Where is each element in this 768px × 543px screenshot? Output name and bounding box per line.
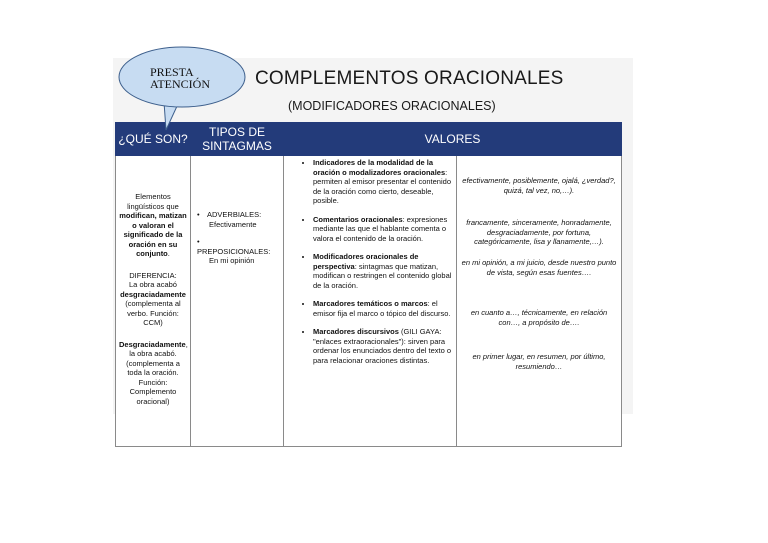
difference-example-2: Desgraciadamente, la obra acabó. (complementa a toda la oración. Función: Complemento oracional)	[119, 339, 188, 406]
header-que-son: ¿QUÉ SON?	[116, 123, 191, 156]
examples-2: francamente, sinceramente, honradamente, desgraciadamente, por fortuna, categóricamente, lisa y llanamente,…).	[466, 218, 612, 246]
presta-atencion-callout	[116, 44, 248, 136]
valores-description-cell	[284, 156, 457, 447]
document-subtitle: (MODIFICADORES ORACIONALES)	[288, 99, 496, 113]
document-title: COMPLEMENTOS ORACIONALES	[255, 68, 564, 89]
header-tipos: TIPOS DE SINTAGMAS	[191, 123, 284, 156]
table-row	[116, 156, 622, 447]
que-son-cell	[116, 156, 191, 447]
valor-item-5: • Marcadores discursivos (GILI GAYA: "enlaces extraoracionales"): sirven para ordenar los enunciados dentro del texto o para relacionar oraciones distintas.	[313, 327, 453, 365]
difference-example-1: DIFERENCIA: La obra acabó desgraciadamente (complementa al verbo. Función: CCM)	[120, 270, 186, 327]
valor-item-3: • Modificadores oracionales de perspectiva: sintagmas que matizan, modifican o restringen el contenido global de la oración.	[313, 252, 453, 290]
examples-4: en cuanto a…, técnicamente, en relación con…, a propósito de….	[470, 308, 608, 327]
callout-text: PRESTA ATENCIÓN	[150, 65, 210, 91]
examples-3: en mi opinión, a mi juicio, desde nuestro punto de vista, según esas fuentes….	[461, 258, 617, 277]
valor-item-2: • Comentarios oracionales: expresiones mediante las que el hablante comenta o valora el contenido de la oración.	[313, 215, 453, 244]
complementos-table	[115, 122, 622, 447]
header-valores: VALORES	[284, 123, 622, 156]
valor-item-1: • Indicadores de la modalidad de la oración o modalizadores oracionales: permiten al emisor presentar el contenido de la oración como cierto, deseable, posible.	[313, 158, 453, 206]
tipos-cell	[191, 156, 284, 447]
definition-text: Elementos lingüísticos que modifican, matizan o valoran el significado de la oración en su conjunto.	[119, 192, 187, 258]
tipo-preposicionales: •PREPOSICIONALES: En mi opinión	[197, 237, 271, 265]
examples-1: efectivamente, posiblemente, ojalá, ¿verdad?, quizá, tal vez, no,…).	[462, 176, 616, 195]
tipo-adverbiales: • ADVERBIALES: Efectivamente	[197, 210, 262, 229]
valores-examples-cell	[457, 156, 622, 447]
valor-item-4: • Marcadores temáticos o marcos: el emisor fija el marco o tópico del discurso.	[313, 299, 453, 318]
examples-5: en primer lugar, en resumen, por último, resumiendo…	[472, 352, 606, 371]
